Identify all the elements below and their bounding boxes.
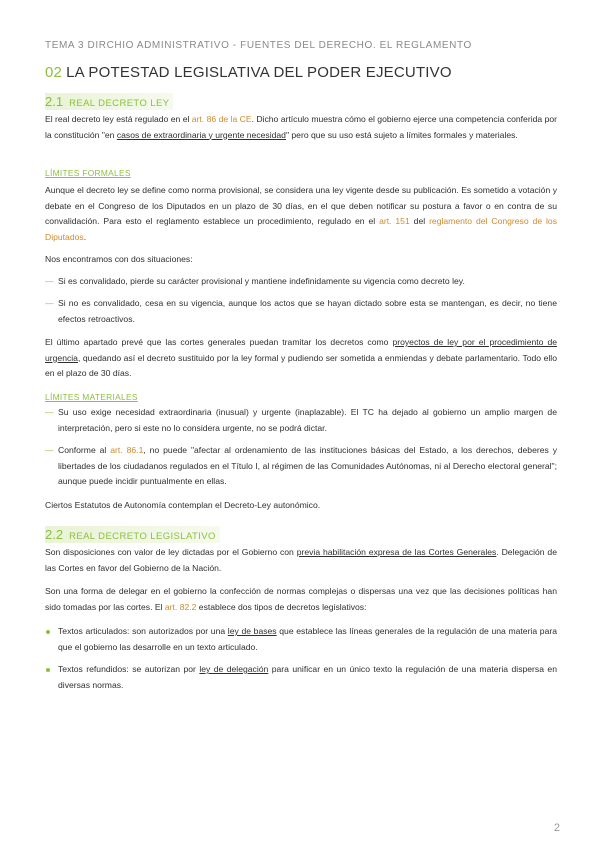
list-item-text <box>58 624 557 655</box>
list-item <box>45 274 557 290</box>
list-item-text <box>58 443 557 490</box>
dash-icon: — <box>45 276 54 286</box>
underlined-term: ley de bases <box>227 626 277 636</box>
list-item-text: Si no es convalidado, cesa en su vigencia, aunque los actos que se hayan dictado sobre esta se mantengan, es decir, no tiene efectos retroactivos. <box>58 298 557 324</box>
page-number: 2 <box>553 822 560 834</box>
list-item <box>45 405 557 436</box>
text: Conforme al <box>58 445 111 455</box>
subheading-limites-formales: LÍMITES FORMALES <box>45 168 131 178</box>
paragraph-decreto-ley-intro <box>45 112 557 143</box>
text: del <box>409 216 430 226</box>
dash-icon: — <box>45 445 54 455</box>
text: . Delegación de las Cortes en favor del Gobierno de la Nación. <box>45 547 557 573</box>
subsection-title: REAL DECRETO LEGISLATIVO <box>69 531 216 542</box>
text: que establece las líneas generales de la regulación de una materia para que el gobierno las desarrolle en un texto articulado. <box>58 626 557 652</box>
list-item <box>45 296 557 327</box>
text: . Dicho artículo muestra cómo el gobierno ejerce una competencia conferida por la constitución "en <box>45 114 557 140</box>
section-number: 02 <box>45 64 63 81</box>
list-item-text: Su uso exige necesidad extraordinaria (inusual) y urgente (inaplazable). El TC ha dejado al gobierno un amplio margen de interpretación, pero si este no lo considera urgente, no se podrá dictar. <box>58 407 557 433</box>
article-reference: art. 86 de la CE <box>191 114 252 124</box>
section-heading <box>45 64 452 81</box>
text: . <box>83 231 87 242</box>
subsection-number: 2.2 <box>45 527 64 542</box>
subheading-limites-materiales: LÍMITES MATERIALES <box>45 392 138 402</box>
subsection-heading-2-1 <box>45 93 173 110</box>
list-item <box>45 624 557 655</box>
paragraph-ultimo-apartado <box>45 335 557 382</box>
text: Textos articulados: son autorizados por una <box>58 626 228 636</box>
bullet-dot-icon <box>46 630 50 634</box>
running-header: TEMA 3 DIRCHIO ADMINISTRATIVO - FUENTES DEL DERECHO. EL REGLAMENTO <box>45 40 472 51</box>
text: , quedando así el decreto sustituido por la ley formal y pudiendo ser sometida a enmiendas y debate parlamentario. Todo ello en el plazo de 30 días. <box>45 352 557 378</box>
text: Son disposiciones con valor de ley dictadas por el Gobierno con <box>45 547 297 557</box>
paragraph-situaciones: Nos encontramos con dos situaciones: <box>45 254 193 264</box>
text: " pero que su uso está sujeto a límites formales y materiales. <box>285 129 518 140</box>
section-title: LA POTESTAD LEGISLATIVA DEL PODER EJECUTIVO <box>66 64 452 81</box>
list-item <box>45 443 557 490</box>
paragraph-estatutos: Ciertos Estatutos de Autonomía contemplan el Decreto-Ley autonómico. <box>45 500 321 510</box>
text: , no puede "afectar al ordenamiento de las instituciones básicas del Estado, a los derechos, deberes y libertades de los ciudadanos regulados en el Título I, al régimen de las Comunidades Autónomas, ni al Derecho electoral general"; aunque puede incidir puntualmente en ellas. <box>58 445 558 486</box>
text: Aunque el decreto ley se define como norma provisional, se considera una ley vigente desde su publicación. Es sometido a votación y debate en el Congreso de los Diputados en un plazo de 30 días, en el que deben notificar su postura a favor o en contra de su convalidación. Para esto el reglamento establece un procedimiento, regulado en el <box>45 185 557 226</box>
list-item-text: Si es convalidado, pierde su carácter provisional y mantiene indefinidamente su vigencia como decreto ley. <box>58 276 465 286</box>
article-reference: art. 82.2 <box>164 601 197 612</box>
text: para unificar en un único texto la regulación de una materia dispersa en diversas normas. <box>58 664 557 690</box>
text: establece dos tipos de decretos legislativos: <box>196 601 367 612</box>
bullet-dot-icon <box>46 668 50 672</box>
paragraph-decreto-legislativo <box>45 545 557 576</box>
regulation-reference: reglamento del Congreso de los Diputados <box>45 216 558 242</box>
subsection-number: 2.1 <box>45 94 64 109</box>
text: El real decreto ley está regulado en el <box>45 114 192 124</box>
subsection-title: REAL DECRETO LEY <box>69 98 170 109</box>
list-item <box>45 662 557 693</box>
text: Textos refundidos: se autorizan por <box>58 664 200 674</box>
subsection-heading-2-2 <box>45 526 220 543</box>
underlined-term: previa habilitación expresa de las Cortes Generales <box>296 547 497 557</box>
article-reference: art. 86.1 <box>110 445 144 455</box>
underlined-term: ley de delegación <box>199 664 269 674</box>
underlined-term: casos de extraordinaria y urgente necesidad <box>116 129 286 140</box>
paragraph-limites-formales <box>45 183 557 245</box>
underlined-term: proyectos de ley por el procedimiento de urgencia <box>45 337 558 363</box>
text: Son una forma de delegar en el gobierno la confección de normas complejas o dispersas una vez que las decisiones políticas han sido tomadas por las cortes. El <box>45 586 557 612</box>
paragraph-forma-delegar <box>45 584 557 615</box>
text: El último apartado prevé que las cortes generales puedan tramitar los decretos como <box>45 337 393 347</box>
dash-icon: — <box>45 407 54 417</box>
dash-icon: — <box>45 298 54 308</box>
article-reference: art. 151 <box>379 216 410 226</box>
list-item-text <box>58 662 557 693</box>
